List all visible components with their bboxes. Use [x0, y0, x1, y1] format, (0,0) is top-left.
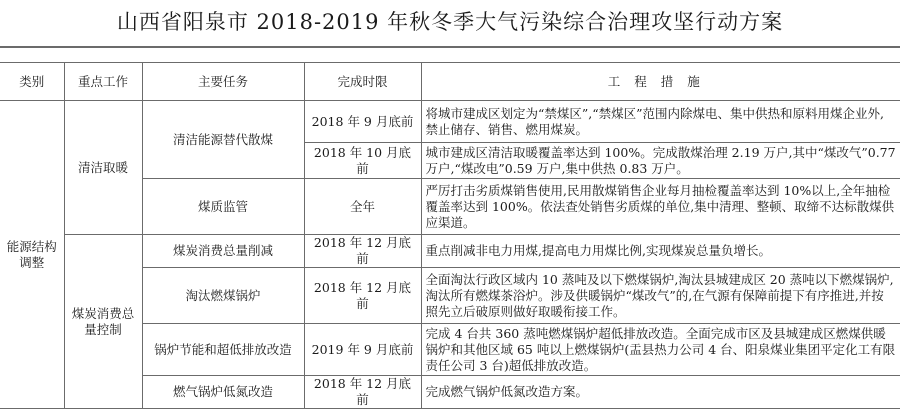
table-row — [0, 235, 900, 268]
measures-cell: 将城市建成区划定为“禁煤区”,“禁煤区”范围内除煤电、集中供热和原料用煤企业外,禁止储存、销售、燃用煤炭。 — [421, 101, 900, 143]
title-divider — [0, 46, 900, 48]
measures-cell: 完成燃气锅炉低氮改造方案。 — [421, 376, 900, 409]
deadline-cell: 2018 年 12 月底前 — [304, 268, 421, 324]
measures-cell: 完成 4 台共 360 蒸吨燃煤锅炉超低排放改造。全面完成市区及县城建成区燃煤供暖锅炉和其他区域 65 吨以上燃煤锅炉(盂县热力公司 4 台、阳泉煤业集团平定化工有限责任公司 3 台)超低排放改造。 — [421, 324, 900, 376]
document-title: 山西省阳泉市 2018-2019 年秋冬季大气污染综合治理攻坚行动方案 — [116, 10, 784, 34]
header-measures: 工程措施 — [421, 63, 900, 101]
category-cell: 能源结构调整 — [0, 101, 64, 409]
task-cell: 燃气锅炉低氮改造 — [142, 376, 304, 409]
deadline-cell: 全年 — [304, 179, 421, 235]
focus-cell: 清洁取暖 — [64, 101, 142, 235]
focus-cell: 煤炭消费总量控制 — [64, 235, 142, 409]
deadline-cell: 2018 年 10 月底前 — [304, 143, 421, 179]
header-category: 类别 — [0, 63, 64, 101]
deadline-cell: 2018 年 12 月底前 — [304, 376, 421, 409]
header-task: 主要任务 — [142, 63, 304, 101]
header-focus: 重点工作 — [64, 63, 142, 101]
deadline-cell: 2018 年 9 月底前 — [304, 101, 421, 143]
measures-cell: 城市建成区清洁取暖覆盖率达到 100%。完成散煤治理 2.19 万户,其中“煤改气”0.77 万户,“煤改电”0.59 万户,集中供热 0.83 万户。 — [421, 143, 900, 179]
deadline-cell: 2018 年 12 月底前 — [304, 235, 421, 268]
task-cell: 清洁能源替代散煤 — [142, 101, 304, 179]
measures-cell: 重点削减非电力用煤,提高电力用煤比例,实现煤炭总量负增长。 — [421, 235, 900, 268]
task-cell: 锅炉节能和超低排放改造 — [142, 324, 304, 376]
table-row — [0, 101, 900, 143]
action-plan-table — [0, 62, 900, 409]
measures-cell: 全面淘汰行政区域内 10 蒸吨及以下燃煤锅炉,淘汰县城建成区 20 蒸吨以下燃煤锅炉,淘汰所有燃煤茶浴炉。涉及供暖锅炉“煤改气”的,在气源有保障前提下有序推进,并按照先立后破原则做好取暖衔接工作。 — [421, 268, 900, 324]
measures-cell: 严厉打击劣质煤销售使用,民用散煤销售企业每月抽检覆盖率达到 10%以上,全年抽检覆盖率达到 100%。依法查处销售劣质煤的单位,集中清理、整顿、取缔不达标散煤供应渠道。 — [421, 179, 900, 235]
task-cell: 淘汰燃煤锅炉 — [142, 268, 304, 324]
task-cell: 煤炭消费总量削减 — [142, 235, 304, 268]
deadline-cell: 2019 年 9 月底前 — [304, 324, 421, 376]
task-cell: 煤质监管 — [142, 179, 304, 235]
header-deadline: 完成时限 — [304, 63, 421, 101]
